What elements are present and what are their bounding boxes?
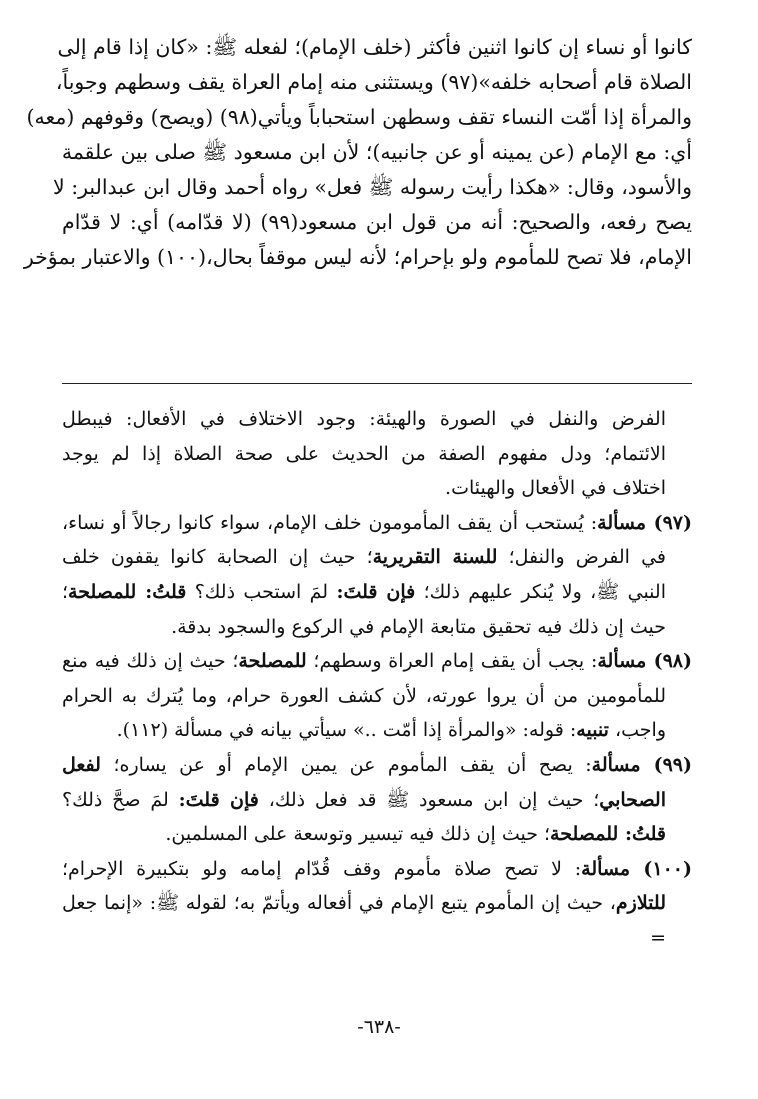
main-line: الإمام، فلا تصح للمأموم ولو بإحرام؛ لأنه ليس موقفاً بحال،(١٠٠) والاعتبار بمؤخر: [23, 245, 692, 269]
footnote-99-line: قلتُ: للمصلحة؛ حيث إن ذلك فيه تيسير وتوسعة على المسلمين.: [165, 823, 666, 846]
footnote-label: (٩٧) مسألة: [597, 511, 692, 534]
footnote-label: (٩٩) مسألة: [591, 753, 692, 776]
footnote-continuation-line: الائتمام؛ ودل مفهوم الصفة من الحديث على صحة الصلاة إذا لم يوجد: [62, 442, 666, 465]
main-line: الصلاة قام أصحابه خلفه»(٩٧) ويستثنى منه إمام العراة يقف وسطهم وجوباً،: [55, 70, 692, 94]
main-text: [23, 30, 692, 275]
continuation-mark: =: [650, 926, 666, 949]
footnote-98-line: واجب، تنبيه: قوله: «والمرأة إذا أمّت ..» سيأتي بيانه في مسألة (١١٢).: [116, 719, 666, 742]
main-line: أي: مع الإمام (عن يمينه أو عن جانبيه)؛ لأن ابن مسعود ﷺ صلى بين علقمة: [61, 140, 692, 164]
footnote-97-line: النبي ﷺ، ولا يُنكر عليهم ذلك؛ فإن قلتَ: لمَ استحب ذلك؟ قلتُ: للمصلحة؛: [62, 580, 666, 603]
main-line: والمرأة إذا أمّت النساء تقف وسطهن استحباباً ويأتي(٩٨) (ويصح) وقوفهم (معه): [26, 105, 692, 129]
main-line: والأسود، وقال: «هكذا رأيت رسوله ﷺ فعل» رواه أحمد وقال ابن عبدالبر: لا: [52, 175, 692, 199]
footnote-99: (٩٩) مسألة: يصح أن يقف المأموم عن يمين الإمام أو عن يساره؛ لفعل: [62, 753, 692, 776]
footnote-97-line: في الفرض والنفل؛ للسنة التقريرية؛ حيث إن الصحابة كانوا يقفون خلف: [62, 546, 666, 569]
footnote-99-line: الصحابي؛ حيث إن ابن مسعود ﷺ قد فعل ذلك، فإن قلتَ: لمَ صحَّ ذلك؟: [62, 788, 666, 811]
footnote-label: (١٠٠) مسألة: [581, 857, 692, 880]
footnote-97: (٩٧) مسألة: يُستحب أن يقف المأمومون خلف الإمام، سواء كانوا رجالاً أو نساء،: [62, 511, 692, 534]
footnote-separator: [62, 383, 692, 384]
main-line: كانوا أو نساء إن كانوا اثنين فأكثر (خلف الإمام)؛ لفعله ﷺ: «كان إذا قام إلى: [57, 35, 692, 59]
footnote-100-line: للتلازم، حيث إن المأموم يتبع الإمام في أفعاله ويأتمّ به؛ لقوله ﷺ: «إنما جعل: [62, 892, 666, 915]
footnote-100: (١٠٠) مسألة: لا تصح صلاة مأموم وقف قُدّام إمامه ولو بتكبيرة الإحرام؛: [62, 857, 692, 880]
footnotes: [62, 402, 692, 956]
footnote-97-line: حيث إن ذلك فيه تحقيق متابعة الإمام في الركوع والسجود بدقة.: [171, 615, 666, 638]
main-line: يصح رفعه، والصحيح: أنه من قول ابن مسعود(٩٩) (لا قدّامه) أي: لا قدّام: [62, 210, 692, 234]
footnote-continuation-line: اختلاف في الأفعال والهيئات.: [445, 477, 666, 500]
footnote-continuation-line: الفرض والنفل في الصورة والهيئة: وجود الاختلاف في الأفعال: فيبطل: [62, 408, 666, 430]
page-number: -٦٣٨-: [357, 1016, 401, 1038]
footnote-98-line: للمأمومين من أن يروا عورته، لأن كشف العورة حرام، وما يُترك به الحرام: [62, 684, 666, 707]
footnote-98: (٩٨) مسألة: يجب أن يقف إمام العراة وسطهم؛ للمصلحة؛ حيث إن ذلك فيه منع: [62, 650, 692, 673]
footnote-label: (٩٨) مسألة: [597, 650, 692, 673]
